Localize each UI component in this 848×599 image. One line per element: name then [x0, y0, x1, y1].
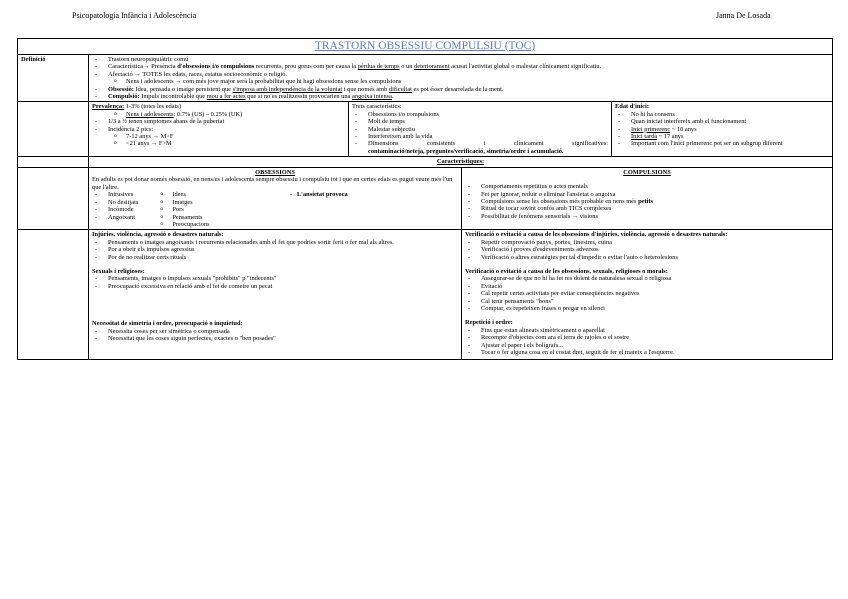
obsessions-cell: OBSESSIONS En adults es pot donar només obsessió, en nens/es i adolescents sempre obsessiu i compulsiu tot i que en certes edats es pugui veure més l'un que l'altre. - L'ansietat provoca - Intrusives - No desitjats - Incòmode - Angoixant o Idees o Imatges o Pors o Pensaments o Preocupacions — [89, 167, 462, 230]
header-left: Psicopatologia Infància i Adolescència — [72, 11, 197, 20]
obsessions-detail-cell: Injúries, violència, agressió o desastres naturals: - Pensaments o imatges angoixants i recurrents relacionades amb el fet que podries sortir ferit o fer mal als altres. - Por a obeir els impulsos agressius - Por de no realitzar certs rituals Sexuals i religioses: - Pensaments, imatges o impulsos sexuals "prohibits" p "indecents" - Preocupació excessiva en relació amb el fet de cometre un pecat Necessitat de simetria i ordre, preocupació o inquietud: - Necessita coses per ser simètrica o compensada - Necessitat que les coses siguin perfectes, exactes o "ben posades" — [89, 230, 462, 360]
page-title: TRASTORN OBSESSIU COMPULSIU (TOC) — [18, 39, 833, 55]
header-right: Janna De Losada — [716, 11, 771, 20]
edat-cell: Edat d'inici: - No hi ha consens - Quan iniciat interfereix amb el funcionament - Inici primerenc ~ 10 anys - Inici tardà ~ 17 anys - Important com l'inici primerenc pot ser un subgrup diferent — [612, 102, 833, 157]
definicio-label: Definició — [18, 55, 89, 102]
compulsions-cell: COMPULSIONS - Comportaments repetitius o actes mentals - Fet per ignorar, reduir o eliminar l'ansietat o angoixa - Compulsions sense les obsessions més probable en nens més petits - Ritual de tocar sovint confós amb TICS complexes - Possibilitat de fenòmens sensorials → visions — [462, 167, 833, 230]
toc-table — [17, 38, 833, 360]
prevalenca-cell: Prevalença: 1-3% (totes les edats) o Nens i adolescents: 0.7% (US) – 0.25% (UK) - 1/3 a ½ tenen símptomes abans de la pubertat - Incidència 2 pics: o 7-12 anys → M>F o <21 anys → F>M — [89, 102, 349, 157]
trets-cell: Trets característics: - Obsessions i/o compulsions - Molt de temps - Malestar subjectiu - Interfereixen amb la vida - Dimensions consistents i clínicament significatives: contaminació/neteja, preguntes/verificació, simetria/ordre i acumulació. — [349, 102, 612, 157]
caracteristiques-label: Característiques: — [89, 157, 833, 167]
bottom-empty — [18, 230, 89, 360]
definicio-content: - Trastorn neuropsiquiàtric comú - Característica→ Presència d'obsessions i/o compulsions recurrents, prou greus com per causa la pèrdua de temps o un deteriorament acusat l'activitat global o malestar clínicament significatiu. - Afectació → TOTES les edats, races, estatus socioeconòmic o religió. o Nens i adolescents → com més jove major serà la probabilitat que hi hagi obsessions sense les compulsions - Obsessió: Idea, pensada o imatge persistent que s'imposa amb independència de la voluntat i que només amb dificultat es pot ésser desarrelada de la ment. - Compulsió: Impuls incontrolable que mou a fer actes que si no es realitzessin provocarien una angoixa intensa. — [89, 55, 833, 102]
info-empty — [18, 102, 89, 157]
obs-empty — [18, 167, 89, 230]
compulsions-detail-cell: Verificació o evitació a causa de les obsessions d'injúries, violència, agressió o desastres naturals: - Repetir comprovació panys, portes, finestres, cuina - Verificació i proves d'esdeveniments adversos - Verificació o altres estratègies per tal d'impedir o evitar l'auto o heterolesions Verificació o evitació a causa de les obsessions, sexuals, religioses o morals: - Assegurar-se de que no hi ha fet res dolent de naturalesa sexual o religiosa - Evitació - Cal repetir certes activitats per evitar conseqüències negatives - Cal tenir pensaments "bons" - Comptar, es repeteixen frases o pregar en silenci Repetició i ordre: - Fins que estan alineats simètricament o aparellat - Recompte d'objectes com ara el terra de rajoles o el sostre - Ajustar el paper i els bolígrafs... - Tocar o fer alguna cosa en el costat dret, seguit de fer el mateix a l'esquerre. — [462, 230, 833, 360]
carac-empty — [18, 157, 89, 167]
